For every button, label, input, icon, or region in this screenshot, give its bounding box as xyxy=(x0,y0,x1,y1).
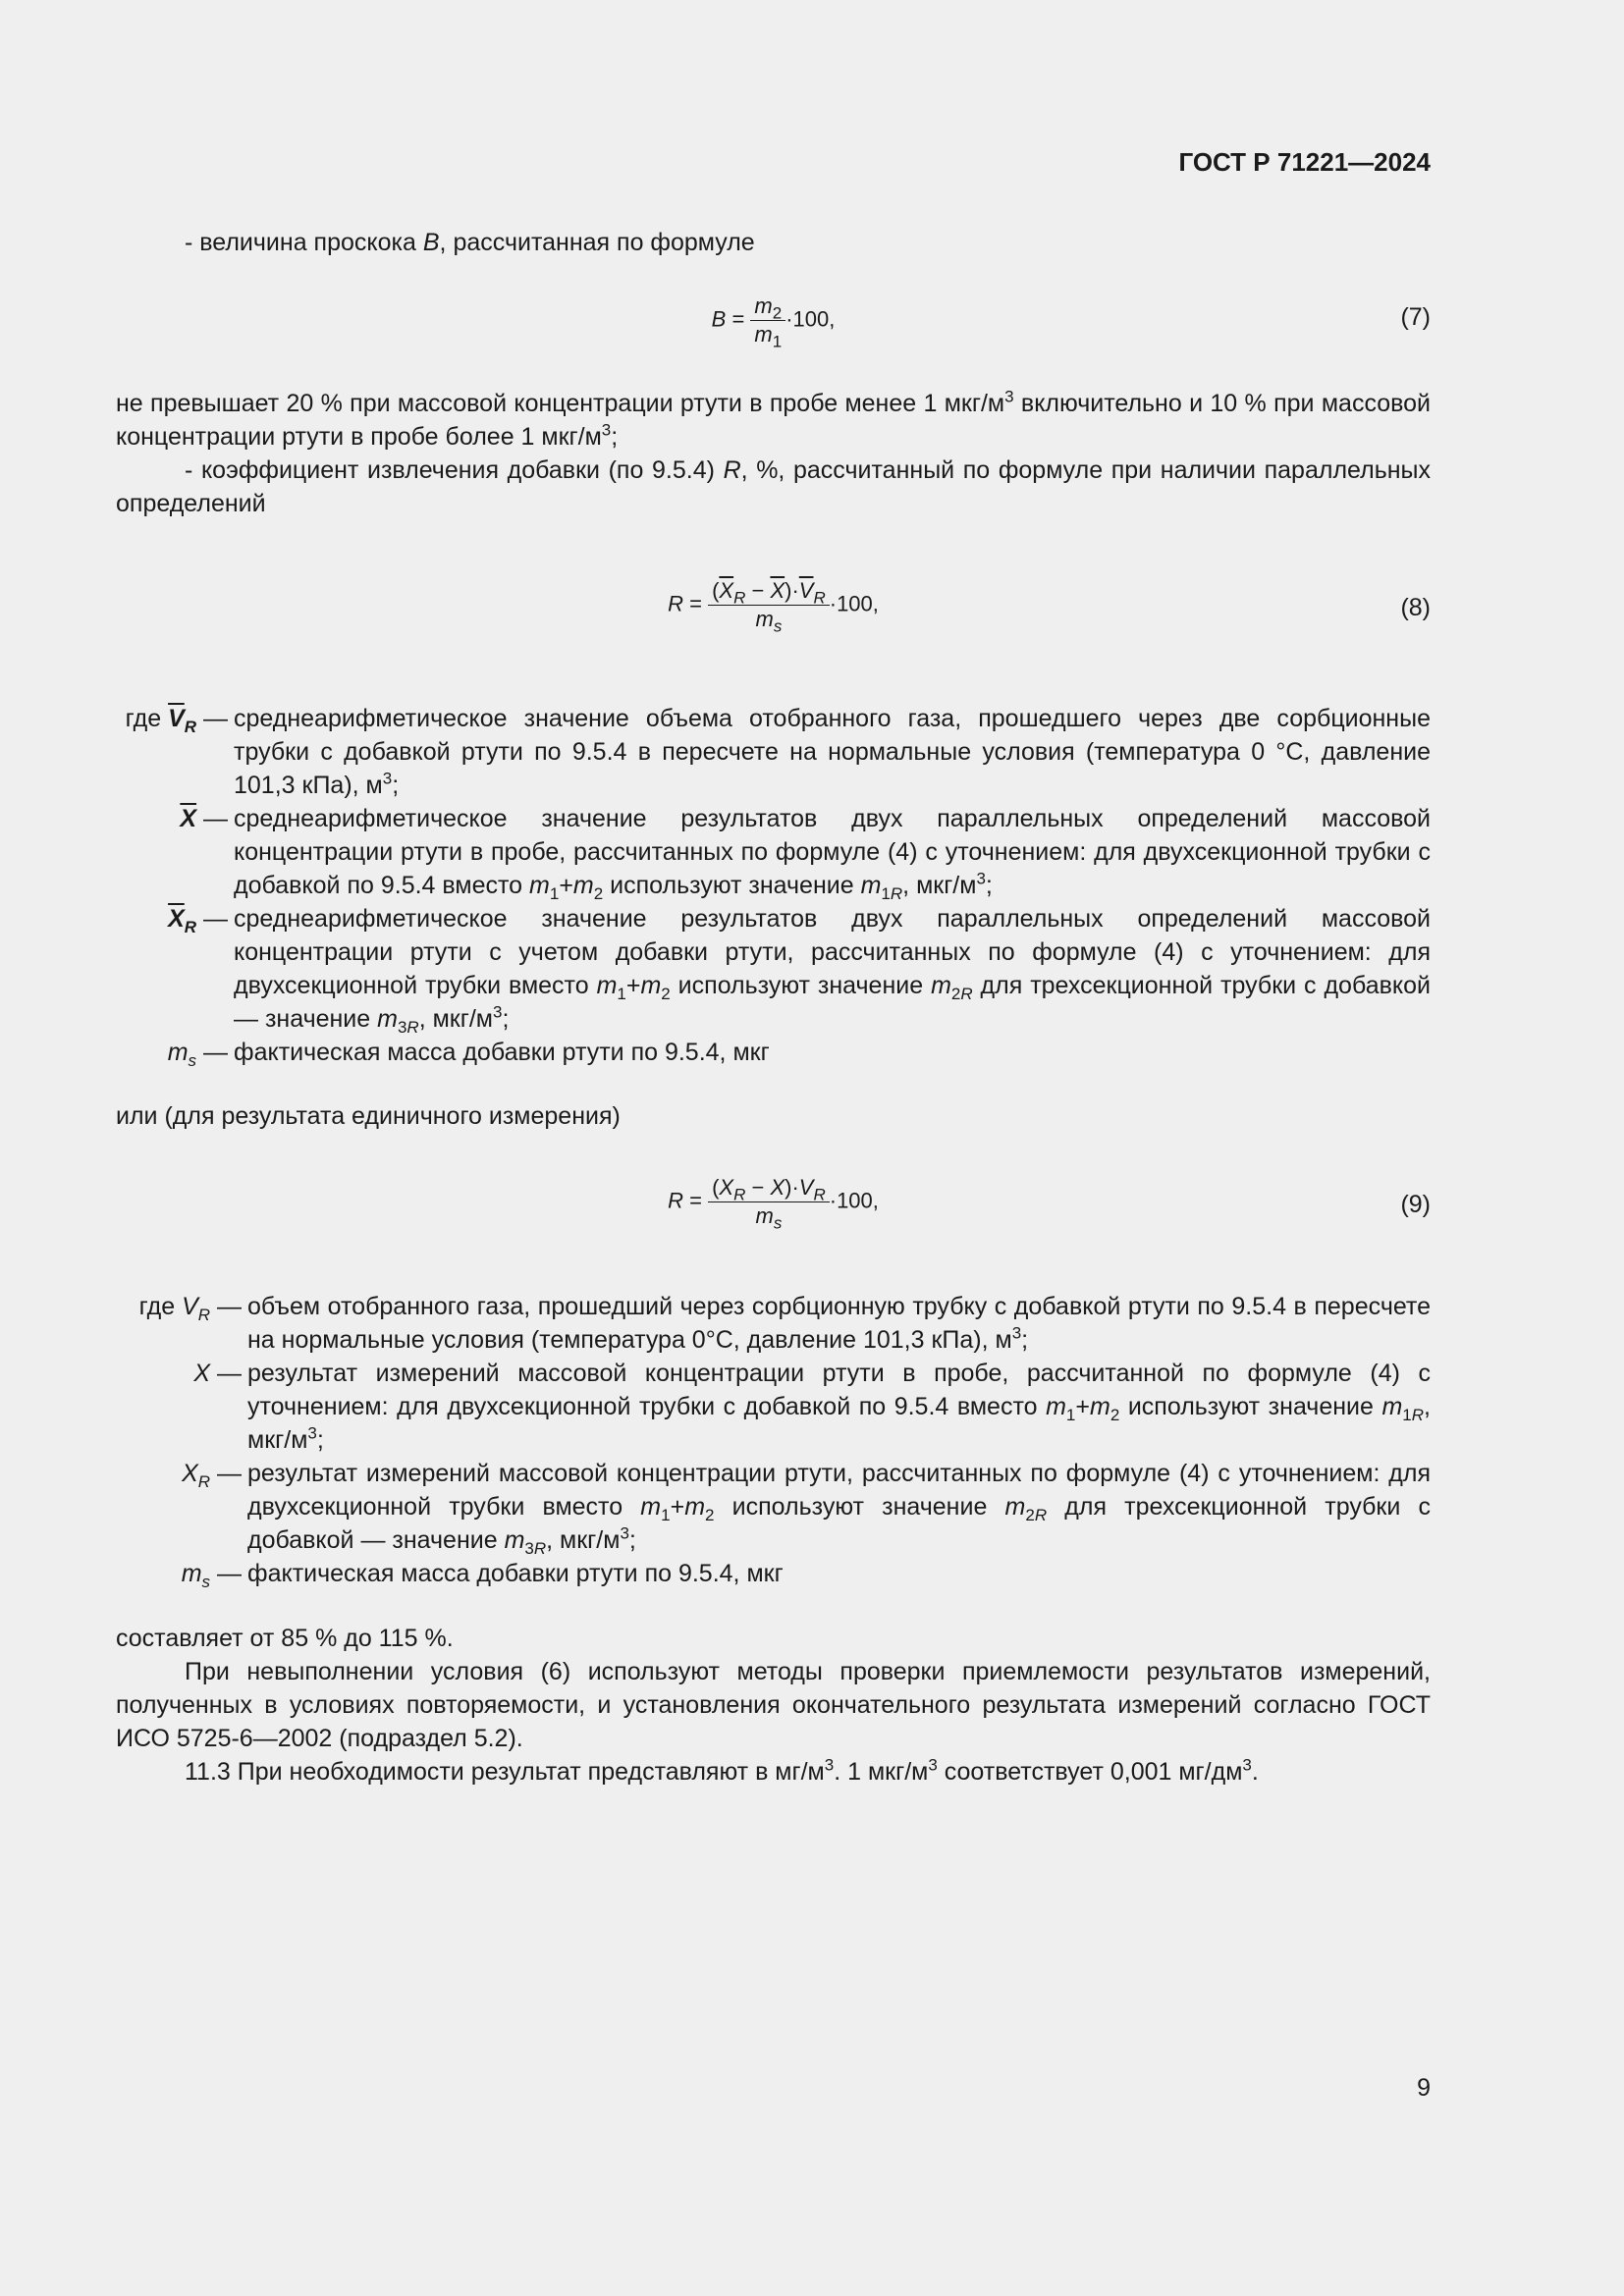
breakthrough-item: - величина проскока B, рассчитанная по формуле xyxy=(185,229,755,256)
limits-paragraph: не превышает 20 % при массовой концентрации ртути в пробе менее 1 мкг/$м^3$ включительно и 10 % при массовой концентрации ртути в пробе более 1 мкг/$м^3$; - коэффициент извлечения добавки (по 9.5.4) R, %, рассчитанный по формуле при наличии параллельных определений xyxy=(116,387,1431,520)
closing-paragraphs xyxy=(116,1622,1431,1789)
equation-number: (8) xyxy=(1400,594,1431,621)
definitions-eq8: где $\overline{V}_R$ — среднеарифметическое значение объема отобранного газа, прошедшего через две сорбционные трубки с добавкой ртути по 9.5.4 в пересчете на нормальные условия (температура 0 °С, давление 101,3 кПа), $м^3$; $\overline{X}$ — среднеарифметическое значение результатов двух параллельных определений массовой концентрации ртути в пробе, рассчитанных по формуле (4) с уточнением: для двухсекционной трубки с добавкой по 9.5.4 вместо $m_1+m_2$ используют значение $m_{1R}$, мкг/$м^3$; $\overline{X}_R$ — среднеарифметическое значение результатов двух параллельных определений массовой концентрации ртути с учетом добавки ртути, рассчитанных по формуле (4) с уточнением: для двухсекционной трубки вместо $m_1+m_2$ используют значение $m_{2R}$ для трехсекционной трубки с добавкой — значение $m_{3R}$, мкг/$м^3$; $m_s$ — фактическая масса добавки ртути по 9.5.4, мкг xyxy=(125,705,1431,1070)
or-line: или (для результата единичного измерения) xyxy=(116,1102,621,1130)
range-paragraph: составляет от 85 % до 115 %. xyxy=(116,1625,454,1652)
equation-number: (7) xyxy=(1400,303,1431,331)
page-number: 9 xyxy=(1417,2074,1431,2102)
fail-paragraph: При невыполнении условия (6) используют методы проверки приемлемости результатов измерений, полученных в условиях повторяемости, и установления окончательного результата измерений согласно ГОСТ ИСО 5725-6—2002 (подраздел 5.2). xyxy=(116,1658,1431,1752)
clause-11-3: 11.3 При необходимости результат представляют в $мг/м^3$. 1 мкг/$м^3$ соответствует 0,001 $мг/дм^3$. xyxy=(185,1755,1259,1786)
document-header: ГОСТ Р 71221—2024 xyxy=(1178,147,1431,177)
equation-7: B = $\frac{m_2}{m_1}$ ·100, (7) xyxy=(711,294,1431,351)
recovery-item: - коэффициент извлечения добавки (по 9.5.4) R, %, рассчитанный по формуле при наличии параллельных определений xyxy=(116,456,1431,517)
definitions-eq9: где $V_R$ — объем отобранного газа, прошедший через сорбционную трубку с добавкой ртути по 9.5.4 в пересчете на нормальные условия (температура 0°С, давление 101,3 кПа), $м^3$; X — результат измерений массовой концентрации ртути в пробе, рассчитанной по формуле (4) с уточнением: для двухсекционной трубки с добавкой по 9.5.4 вместо $m_1+m_2$ используют значение $m_{1R}$, мкг/$м^3$; $X_R$ — результат измерений массовой концентрации ртути, рассчитанных по формуле (4) с уточнением: для двухсекционной трубки вместо $m_1+m_2$ используют значение $m_{2R}$ для трехсекционной трубки с добавкой — значение $m_{3R}$, мкг/$м^3$; $m_s$ — фактическая масса добавки ртути по 9.5.4, мкг xyxy=(138,1293,1431,1591)
equation-number: (9) xyxy=(1400,1191,1431,1218)
equation-8: R = $\frac{(\overline{X}_R - \overline{X})\cdot\overline{V}_R}{m_s}$ ·100, (8) xyxy=(668,578,1431,636)
equation-9: R = $\frac{(X_R - X)\cdot V_R}{m_s}$ ·100, (9) xyxy=(668,1175,1431,1233)
